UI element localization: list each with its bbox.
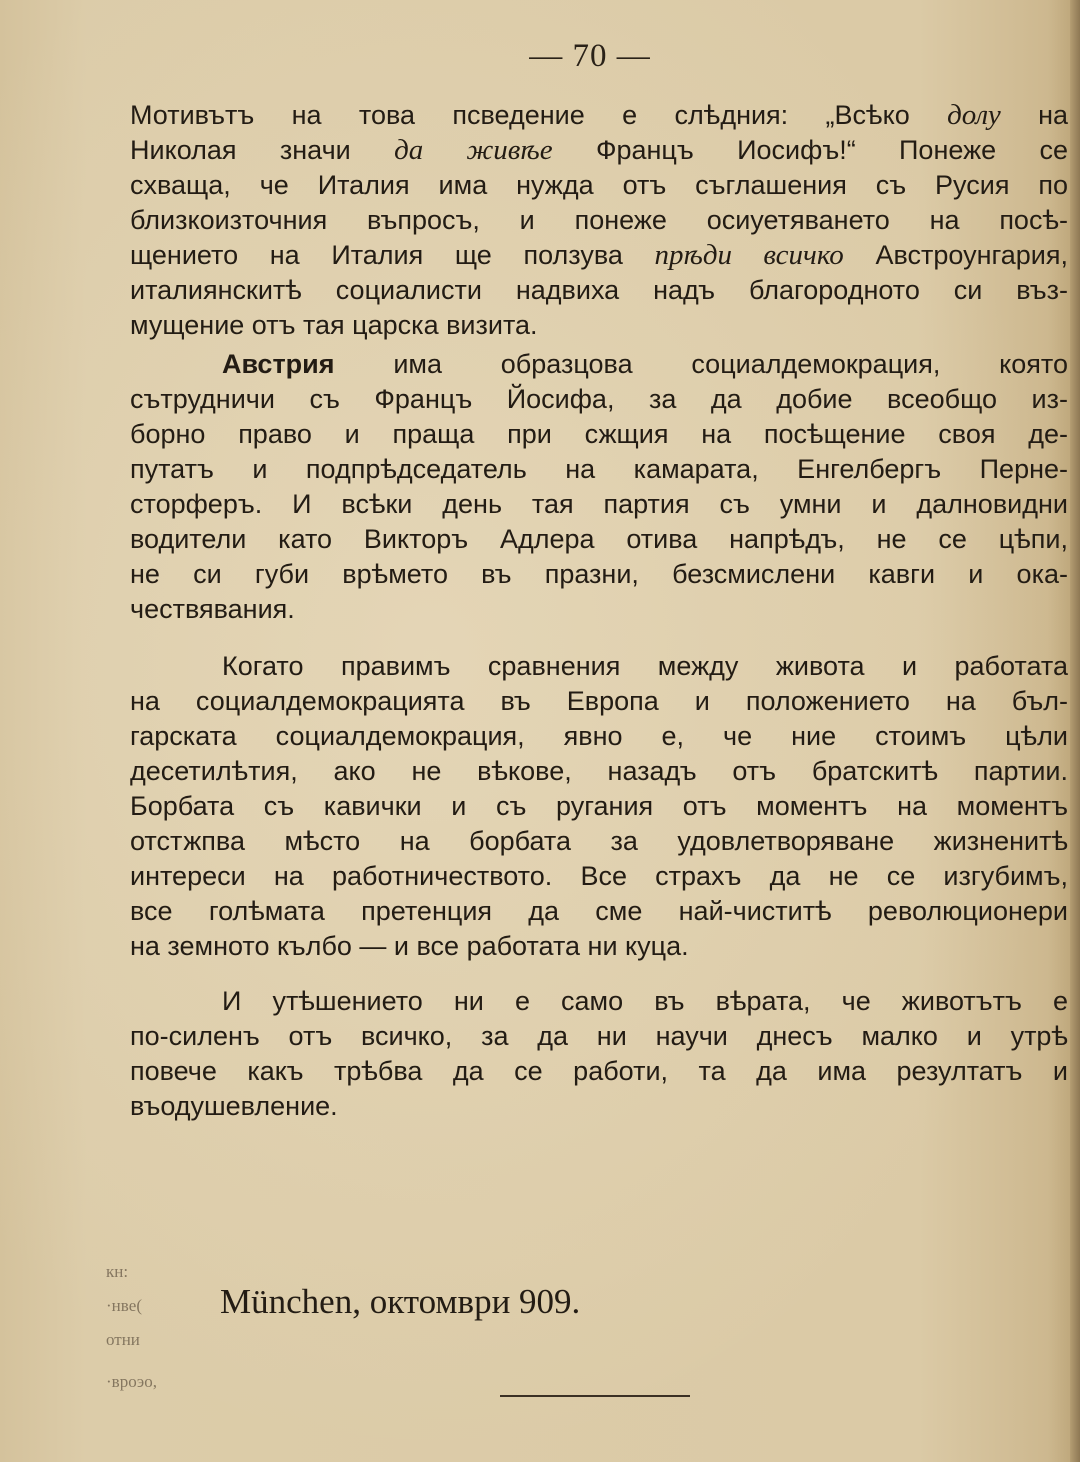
text-line: на социалдемокрацията въ Европа и положението на бъл- xyxy=(130,686,1068,716)
text-line: водители като Викторъ Адлера отива напрѣдъ, не се цѣпи, xyxy=(130,524,1068,554)
paragraph-1 xyxy=(130,98,1068,343)
text-line: Борбата съ кавички и съ ругания отъ моментъ на моментъ xyxy=(130,791,1068,821)
text-line xyxy=(130,347,1068,382)
text-line: повече какъ трѣбва да се работи, та да има резултатъ и xyxy=(130,1056,1068,1086)
text-line: на земното кълбо — и все работата ни куца. xyxy=(130,931,689,961)
text-line: сътрудничи съ Францъ Йосифа, за да добие всеобщо из- xyxy=(130,384,1068,414)
text-line: близкоизточния въпросъ, и понеже осиуетяването на посѣ- xyxy=(130,205,1068,235)
body-text xyxy=(130,98,1068,1124)
paragraph-4 xyxy=(130,984,1068,1124)
bold-lead-word: Австрия xyxy=(222,349,335,379)
page-number: — 70 — xyxy=(529,38,651,74)
text-line: по-силенъ отъ всичко, за да ни научи днесъ малко и утрѣ xyxy=(130,1021,1068,1051)
text-fragment: има образцова социалдемокрация, която xyxy=(393,349,1068,379)
margin-bleed-text: ·вроэо, xyxy=(106,1372,157,1391)
text-line: интереси на работничеството. Все страхъ да не се изгубимъ, xyxy=(130,861,1068,891)
margin-bleed-text: отни xyxy=(106,1330,140,1349)
emphasis: да живѣе xyxy=(394,134,553,166)
text-line: десетилѣтия, ако не вѣкове, назадъ отъ братскитѣ партии. xyxy=(130,756,1068,786)
signature-place-date: München, октомври 909. xyxy=(220,1282,581,1321)
margin-bleed-text: кн: xyxy=(106,1262,129,1281)
text-line: чествявания. xyxy=(130,594,295,624)
text-line: Когато правимъ сравнения между живота и работата xyxy=(222,651,1068,681)
text-line: Мотивътъ на това псведение е слѣдния: „Всѣко долу на xyxy=(130,99,1068,131)
emphasis: долу xyxy=(947,99,1001,131)
text-line: не си губи врѣмето въ празни, безсмислени кавги и ока- xyxy=(130,559,1068,589)
paragraph-3 xyxy=(130,649,1068,964)
text-line: отстжпва мѣсто на борбата за удовлетворяване жизненитѣ xyxy=(130,826,1068,856)
text-line: И утѣшението ни е само въ вѣрата, че животътъ е xyxy=(222,986,1068,1016)
emphasis: прѣди всичко xyxy=(654,239,844,271)
text-line: щението на Италия ще ползува прѣди всичко Австроунгария, xyxy=(130,239,1068,271)
paragraph-2 xyxy=(130,347,1068,627)
text-line: въодушевление. xyxy=(130,1091,338,1121)
margin-bleed-text: ·нвe( xyxy=(106,1296,142,1315)
text-line: сторферъ. И всѣки день тая партия съ умни и далновидни xyxy=(130,489,1068,519)
text-line: путатъ и подпрѣдседатель на камарата, Енгелбергъ Перне- xyxy=(130,454,1068,484)
page-edge-shadow xyxy=(1070,0,1080,1462)
text-line: все голѣмата претенция да сме най-чиститѣ революционери xyxy=(130,896,1068,926)
text-line: Николая значи да живѣе Францъ Иосифъ!“ Понеже се xyxy=(130,134,1069,166)
text-line: гарската социалдемокрация, явно е, че ние стоимъ цѣли xyxy=(130,721,1068,751)
closing-rule xyxy=(500,1395,690,1397)
text-line: мущение отъ тая царска визита. xyxy=(130,310,538,340)
text-line: схваща, че Италия има нужда отъ съглашения съ Русия по xyxy=(130,170,1068,200)
text-line: борно право и праща при сжщия на посѣщение своя де- xyxy=(130,419,1068,449)
text-line: италиянскитѣ социалисти надвиха надъ благородното си въз- xyxy=(130,275,1068,305)
